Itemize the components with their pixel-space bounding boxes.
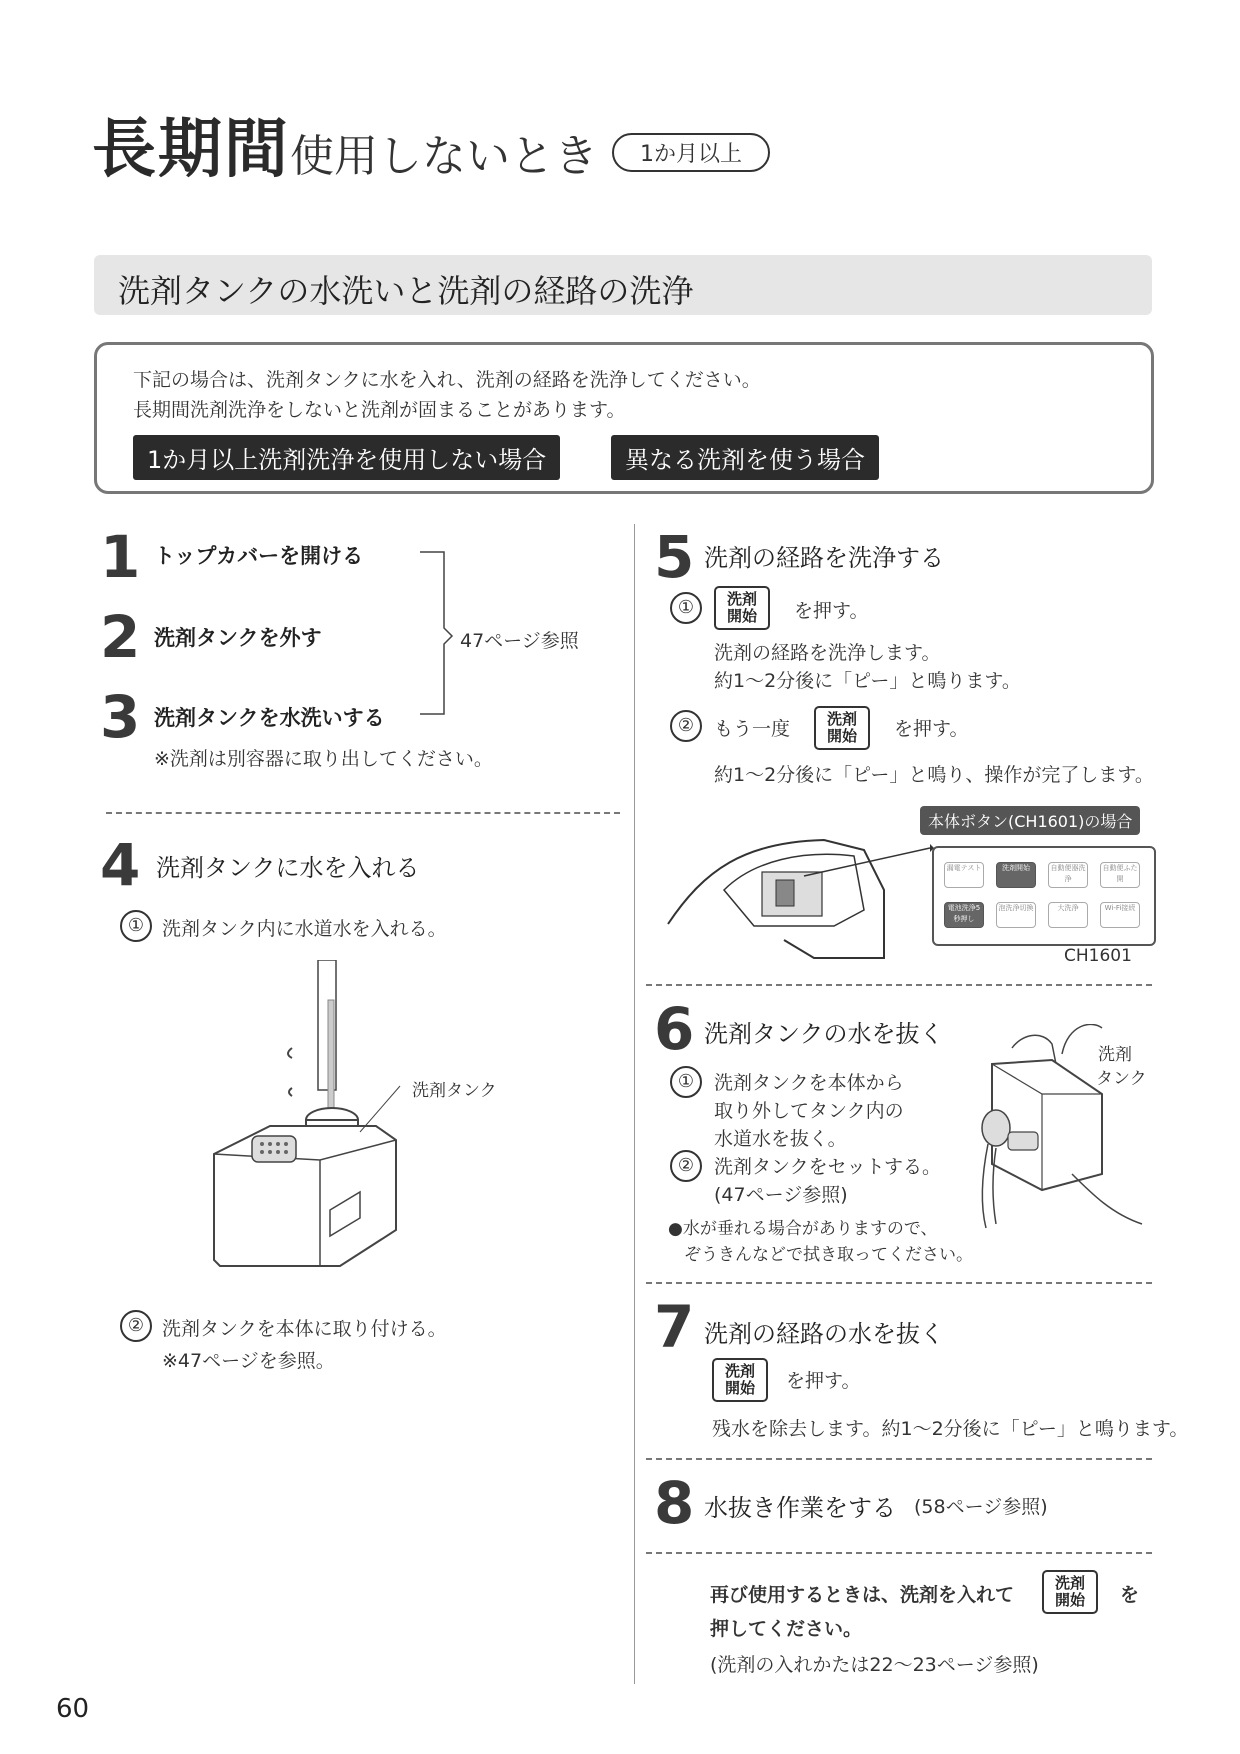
step-2-title: 洗剤タンクを外す	[154, 626, 322, 650]
tank-filling-illustration	[200, 960, 440, 1280]
step-5-desc-1a: 洗剤の経路を洗浄します。	[714, 642, 941, 664]
step-4-circle-2: ②	[120, 1310, 152, 1342]
panel-button-foam-switch: 泡洗浄切換	[996, 902, 1036, 928]
section-header	[94, 255, 1152, 315]
divider-2	[646, 984, 1152, 986]
control-panel	[932, 846, 1156, 946]
step-1-number: 1	[100, 523, 141, 591]
section-title: 洗剤タンクの水洗いと洗剤の経路の洗浄	[118, 272, 694, 310]
step-5-press-1: を押す。	[794, 600, 869, 622]
panel-button-auto-bowl-wash: 自動便器洗浄	[1048, 862, 1088, 888]
bracket-steps-1-3	[418, 548, 458, 718]
step-4-number: 4	[100, 831, 141, 899]
step-5-desc-2: 約1～2分後に「ピー」と鳴り、操作が完了します。	[714, 764, 1154, 786]
step-7-number: 7	[654, 1293, 695, 1361]
divider-1	[106, 812, 620, 814]
step-6-circle-2: ②	[670, 1150, 702, 1182]
step-2-number: 2	[100, 603, 141, 671]
divider-3	[646, 1282, 1152, 1284]
detergent-start-key-3: 洗剤 開始	[712, 1358, 768, 1402]
intro-line-1: 下記の場合は、洗剤タンクに水を入れ、洗剤の経路を洗浄してください。	[133, 369, 761, 391]
detergent-start-key-4: 洗剤 開始	[1042, 1570, 1098, 1614]
step-6-number: 6	[654, 995, 695, 1063]
step-6-title: 洗剤タンクの水を抜く	[704, 1020, 944, 1048]
step-5-title: 洗剤の経路を洗浄する	[704, 544, 944, 572]
reuse-line-1b: を	[1120, 1584, 1140, 1606]
step-6-sub-1a: 洗剤タンクを本体から	[714, 1072, 904, 1094]
case-tag-unused: 1か月以上洗剤洗浄を使用しない場合	[133, 435, 560, 480]
ref-page-47: 47ページ参照	[460, 630, 579, 652]
step-7-press: を押す。	[786, 1370, 861, 1392]
detergent-start-key: 洗剤 開始	[714, 586, 770, 630]
intro-line-2: 長期間洗剤洗浄をしないと洗剤が固まることがあります。	[133, 399, 626, 421]
step-6-sub-2b: (47ページ参照)	[714, 1184, 848, 1206]
step-5-circle-2: ②	[670, 710, 702, 742]
divider-4	[646, 1458, 1152, 1460]
step-8-title: 水抜き作業をする	[704, 1494, 896, 1522]
step-6-warning-1: ●水が垂れる場合がありますので、	[668, 1219, 938, 1239]
detergent-start-key-2: 洗剤 開始	[814, 706, 870, 750]
step-4-sub-2-note: ※47ページを参照。	[162, 1350, 335, 1372]
tank-label: 洗剤タンク	[412, 1081, 497, 1101]
step-8-number: 8	[654, 1469, 695, 1537]
case-tag-different-detergent: 異なる洗剤を使う場合	[611, 435, 879, 480]
step-6-sub-1b: 取り外してタンク内の	[714, 1100, 904, 1122]
panel-button-wifi: Wi-Fi接続	[1100, 902, 1140, 928]
step-5-press-2: を押す。	[894, 718, 969, 740]
model-label: CH1601	[1064, 946, 1132, 966]
divider-5	[646, 1552, 1152, 1554]
step-4-sub-1: 洗剤タンク内に水道水を入れる。	[162, 918, 447, 940]
step-6-warning-2: ぞうきんなどで拭き取ってください。	[684, 1245, 973, 1265]
step-4-title: 洗剤タンクに水を入れる	[156, 854, 420, 882]
reuse-line-2: 押してください。	[710, 1618, 863, 1640]
step-7-title: 洗剤の経路の水を抜く	[704, 1320, 944, 1348]
panel-button-battery-wash: 電池洗浄5秒押し	[944, 902, 984, 928]
step-8-ref: (58ページ参照)	[914, 1496, 1048, 1518]
title-main: 長期間	[92, 113, 290, 187]
toilet-panel-illustration	[664, 830, 934, 960]
panel-button-auto-lid: 自動便ふた開	[1100, 862, 1140, 888]
step-5-again: もう一度	[714, 718, 791, 740]
panel-button-big-wash: 大洗浄	[1048, 902, 1088, 928]
reuse-line-1: 再び使用するときは、洗剤を入れて	[710, 1584, 1015, 1606]
step-5-number: 5	[654, 523, 695, 591]
reuse-line-3: (洗剤の入れかたは22～23ページ参照)	[710, 1654, 1039, 1676]
step-4-sub-2: 洗剤タンクを本体に取り付ける。	[162, 1318, 447, 1340]
title-duration-pill: 1か月以上	[612, 133, 770, 172]
step-6-sub-2a: 洗剤タンクをセットする。	[714, 1156, 942, 1178]
intro-box	[94, 342, 1154, 494]
step-3-number: 3	[100, 683, 141, 751]
page-title	[92, 98, 770, 190]
step-3-note: ※洗剤は別容器に取り出してください。	[154, 748, 493, 770]
tank-label-1: 洗剤	[1098, 1045, 1132, 1065]
page-number: 60	[56, 1694, 90, 1724]
column-divider	[634, 524, 635, 1684]
step-4-circle-1: ①	[120, 910, 152, 942]
title-rest: 使用しないとき	[290, 131, 598, 182]
tank-label-2: タンク	[1096, 1069, 1147, 1089]
step-3-title: 洗剤タンクを水洗いする	[154, 706, 385, 730]
panel-button-detergent-start: 洗剤開始	[996, 862, 1036, 888]
step-7-desc: 残水を除去します。約1～2分後に「ピー」と鳴ります。	[712, 1418, 1189, 1440]
step-5-circle-1: ①	[670, 592, 702, 624]
step-1-title: トップカバーを開ける	[154, 544, 364, 568]
step-5-desc-1b: 約1～2分後に「ピー」と鳴ります。	[714, 670, 1021, 692]
step-6-circle-1: ①	[670, 1066, 702, 1098]
panel-badge: 本体ボタン(CH1601)の場合	[920, 806, 1140, 835]
panel-button-leak-test: 漏電テスト	[944, 862, 984, 888]
step-6-sub-1c: 水道水を抜く。	[714, 1128, 847, 1150]
